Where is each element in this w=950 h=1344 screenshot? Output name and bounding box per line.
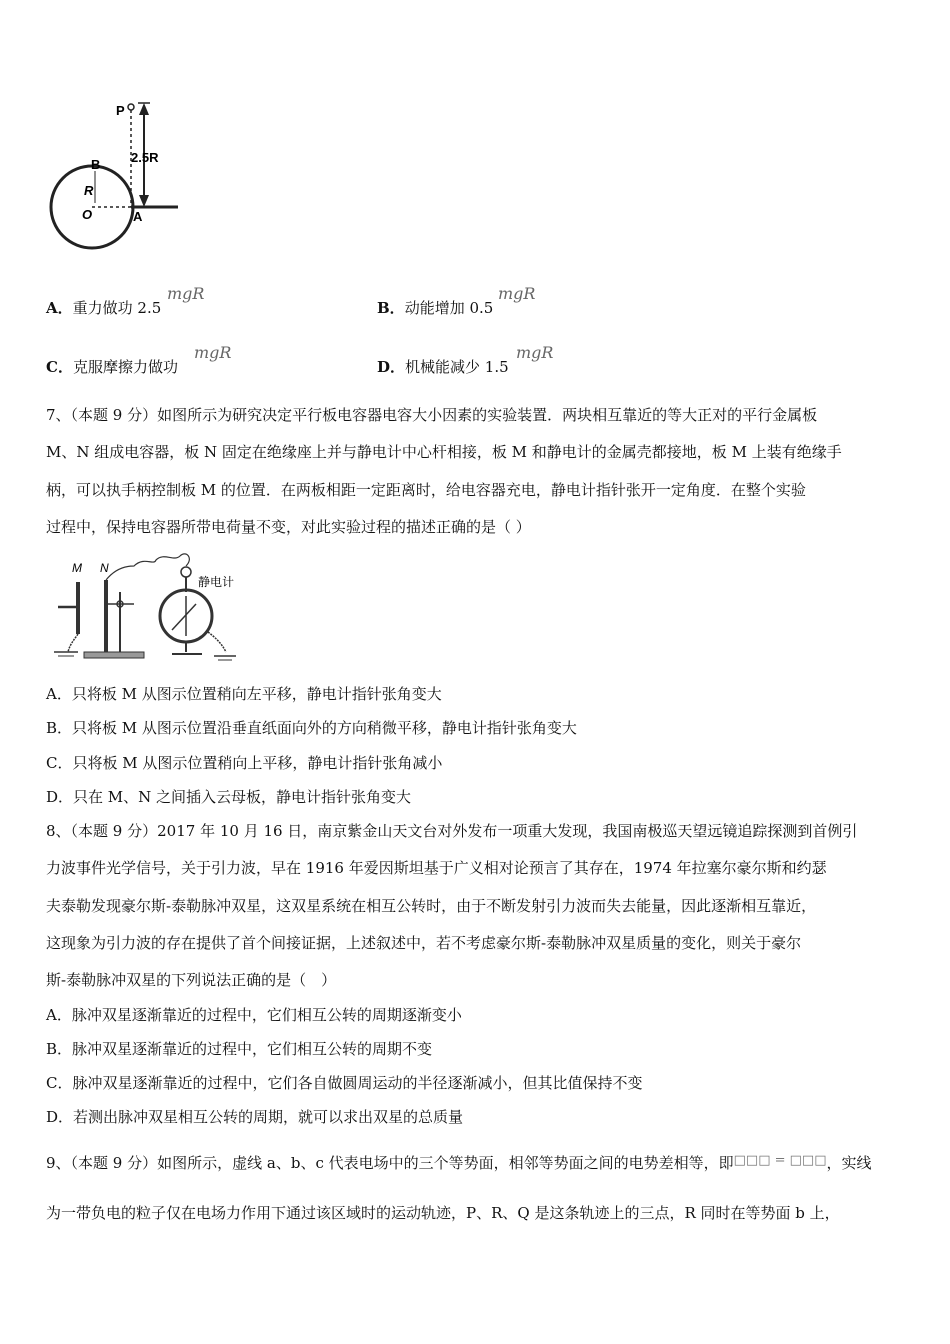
q7-line-2: M、N 组成电容器，板 N 固定在绝缘座上并与静电计中心杆相接，板 M 和静电计的金属壳都接地，板 M 上装有绝缘手 [46, 443, 842, 461]
point-p [128, 104, 134, 110]
meter-top-knob [181, 567, 191, 577]
arrow-down-icon [139, 195, 149, 207]
q9-line-1: 9、（本题 9 分）如图所示，虚线 a、b、c 代表电场中的三个等势面，相邻等势面之间的电势差相等，即□□□ = □□□，实线 [46, 1153, 872, 1172]
q7-line-4: 过程中，保持电容器所带电荷量不变，对此实验过程的描述正确的是（ ） [46, 518, 531, 536]
q8-line-5: 斯-泰勒脉冲双星的下列说法正确的是（ ） [46, 971, 337, 989]
q8-line-2: 力波事件光学信号，关于引力波，早在 1916 年爱因斯坦基于广义相对论预言了其存在，1974 年拉塞尔豪尔斯和约瑟 [46, 859, 827, 877]
q6-option-b[interactable]: B．动能增加 0.5 [377, 299, 494, 317]
q7-option-a[interactable]: A．只将板 M 从图示位置稍向左平移，静电计指针张角变大 [46, 685, 442, 703]
plate-n [104, 580, 108, 652]
q6-math-b: mgR [498, 284, 536, 303]
q7-line-3: 柄，可以执手柄控制板 M 的位置．在两板相距一定距离时，给电容器充电，静电计指针张开一定角度．在整个实验 [46, 481, 806, 499]
plate-m [76, 582, 80, 634]
q6-math-c: mgR [194, 343, 232, 362]
label-r: R [84, 183, 94, 198]
connecting-wire [106, 554, 189, 580]
q6-option-d[interactable]: D．机械能减少 1.5 [377, 358, 509, 376]
arrow-up-icon [139, 103, 149, 115]
electroscope-figure [44, 552, 244, 667]
stand-base [84, 652, 144, 658]
q8-line-4: 这现象为引力波的存在提供了首个间接证据，上述叙述中，若不考虑豪尔斯-泰勒脉冲双星质量的变化，则关于豪尔 [46, 934, 802, 952]
meter-pointer [172, 604, 196, 630]
label-meter: 静电计 [198, 575, 235, 589]
ground-wire-m [68, 634, 78, 652]
label-height: 2.5R [131, 150, 159, 165]
q9-equation: □□□ = □□□ [733, 1153, 827, 1168]
ground-wire-meter [208, 632, 226, 652]
q6-option-c[interactable]: C．克服摩擦力做功 [46, 358, 178, 376]
q8-line-3: 夫泰勒发现豪尔斯-泰勒脉冲双星，这双星系统在相互公转时，由于不断发射引力波而失去能量，因此逐渐相互靠近， [46, 897, 817, 915]
q9-line-2: 为一带负电的粒子仅在电场力作用下通过该区域时的运动轨迹，P、R、Q 是这条轨迹上的三点，R 同时在等势面 b 上， [46, 1204, 840, 1222]
label-a: A [133, 209, 143, 224]
q7-option-b[interactable]: B．只将板 M 从图示位置沿垂直纸面向外的方向稍微平移，静电计指针张角变大 [46, 719, 577, 737]
q8-option-a[interactable]: A．脉冲双星逐渐靠近的过程中，它们相互公转的周期逐渐变小 [46, 1006, 462, 1024]
q8-line-1: 8、（本题 9 分）2017 年 10 月 16 日，南京紫金山天文台对外发布一项重大发现，我国南极巡天望远镜追踪探测到首例引 [46, 822, 858, 840]
track-figure [40, 95, 190, 255]
q6-math-d: mgR [516, 343, 554, 362]
q8-option-c[interactable]: C．脉冲双星逐渐靠近的过程中，它们各自做圆周运动的半径逐渐减小，但其比值保持不变 [46, 1074, 643, 1092]
label-p: P [116, 103, 125, 118]
q6-math-a: mgR [167, 284, 205, 303]
q8-option-d[interactable]: D．若测出脉冲双星相互公转的周期，就可以求出双星的总质量 [46, 1108, 464, 1126]
label-b: B [91, 157, 101, 172]
q7-option-c[interactable]: C．只将板 M 从图示位置稍向上平移，静电计指针张角减小 [46, 754, 443, 772]
q6-option-a[interactable]: A．重力做功 2.5 [46, 299, 162, 317]
q7-option-d[interactable]: D．只在 M、N 之间插入云母板，静电计指针张角变大 [46, 788, 412, 806]
label-o: O [82, 207, 93, 222]
label-m: M [72, 561, 82, 575]
q8-option-b[interactable]: B．脉冲双星逐渐靠近的过程中，它们相互公转的周期不变 [46, 1040, 433, 1058]
label-n: N [100, 561, 109, 575]
q7-line-1: 7、（本题 9 分）如图所示为研究决定平行板电容器电容大小因素的实验装置．两块相互靠近的等大正对的平行金属板 [46, 406, 818, 424]
